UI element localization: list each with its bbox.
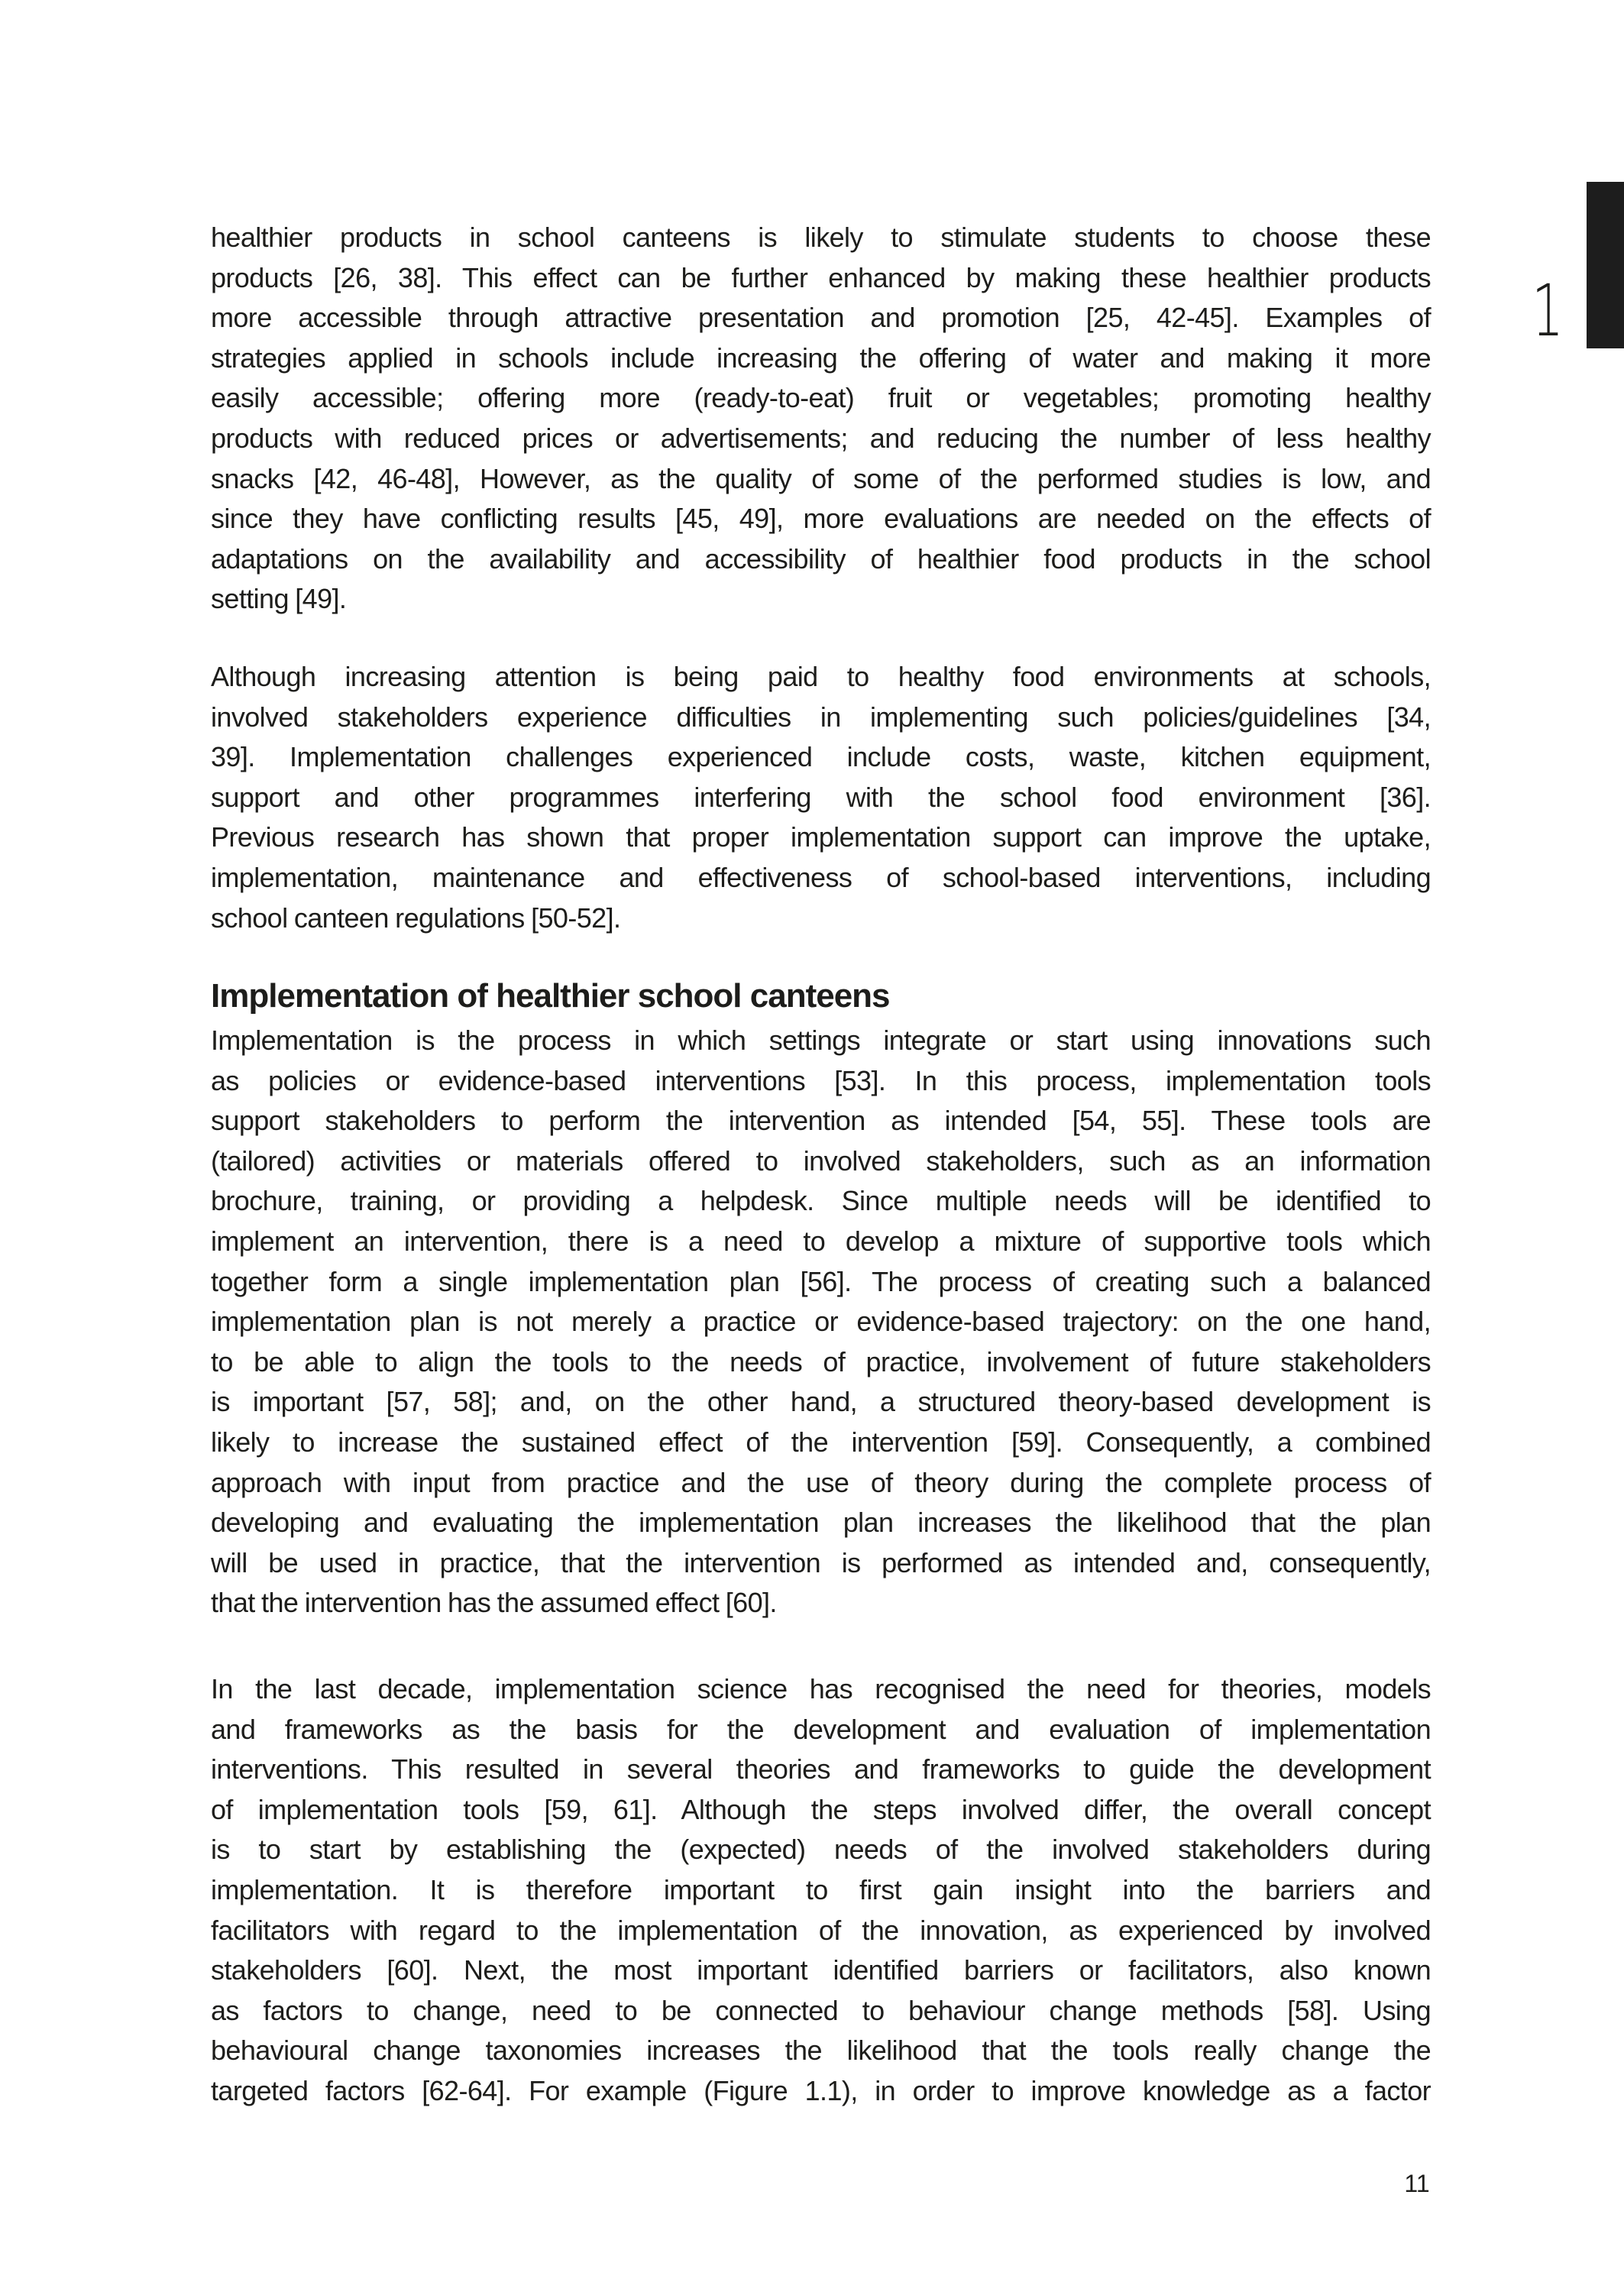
chapter-tab-marker [1587, 182, 1624, 348]
text-line [211, 817, 1431, 857]
text-line [211, 539, 1431, 579]
text-line [211, 1061, 1431, 1101]
text-line [211, 1503, 1431, 1543]
text-line [211, 298, 1431, 338]
text-line-content: support and other programmes interfering with the school food environment [36]. [211, 781, 1431, 813]
text-line-content: targeted factors [62-64]. For example (Figure 1.1), in order to improve knowledge as a factor [211, 2075, 1431, 2106]
text-line [211, 898, 1431, 938]
section-heading: Implementation of healthier school canteens [211, 977, 890, 1015]
page-number: 11 [1404, 2170, 1430, 2197]
text-line [211, 218, 1431, 257]
text-line-content: as policies or evidence-based interventions [53]. In this process, implementation tools [211, 1064, 1431, 1096]
text-line [211, 1583, 1431, 1623]
text-line [211, 1463, 1431, 1503]
text-line [211, 858, 1431, 898]
text-line-content: stakeholders [60]. Next, the most important identified barriers or facilitators, also known [211, 1954, 1431, 1986]
text-line-content: Previous research has shown that proper implementation support can improve the uptake, [211, 821, 1431, 853]
text-line [211, 1991, 1431, 2031]
text-line-content: as factors to change, need to be connected to behaviour change methods [58]. Using [211, 1994, 1431, 2026]
text-line-content: brochure, training, or providing a helpdesk. Since multiple needs will be identified to [211, 1185, 1431, 1217]
text-line [211, 1911, 1431, 1950]
text-line-content: will be used in practice, that the intervention is performed as intended and, consequently, [211, 1546, 1431, 1578]
text-line-content: approach with input from practice and the use of theory during the complete process of [211, 1466, 1431, 1498]
text-line [211, 1543, 1431, 1583]
text-line-content: implement an intervention, there is a need to develop a mixture of supportive tools which [211, 1225, 1431, 1257]
text-line-content: facilitators with regard to the implementation of the innovation, as experienced by involved [211, 1914, 1431, 1946]
text-line [211, 1669, 1431, 1709]
text-line-content: school canteen regulations [50-52]. [211, 902, 621, 934]
text-line [211, 1141, 1431, 1181]
text-line-content: more accessible through attractive presentation and promotion [25, 42-45]. Examples of [211, 302, 1431, 334]
text-line-content: implementation, maintenance and effectiveness of school-based interventions, including [211, 862, 1431, 893]
text-line [211, 2071, 1431, 2111]
text-line-content: to be able to align the tools to the needs of practice, involvement of future stakeholders [211, 1345, 1431, 1377]
text-line-content: likely to increase the sustained effect of the intervention [59]. Consequently, a combined [211, 1426, 1431, 1458]
text-line [211, 338, 1431, 378]
text-line-content: 39]. Implementation challenges experienced include costs, waste, kitchen equipment, [211, 741, 1431, 773]
text-line [211, 258, 1431, 298]
text-line [211, 1830, 1431, 1870]
text-line [211, 737, 1431, 777]
text-line-content: and frameworks as the basis for the development and evaluation of implementation [211, 1713, 1431, 1745]
text-line-content: Although increasing attention is being paid to healthy food environments at schools, [211, 661, 1431, 692]
text-line-content: is to start by establishing the (expected) needs of the involved stakeholders during [211, 1834, 1431, 1866]
text-line [211, 1342, 1431, 1382]
text-line [211, 378, 1431, 418]
text-line-content: implementation. It is therefore important to first gain insight into the barriers and [211, 1874, 1431, 1905]
text-line [211, 419, 1431, 458]
text-line-content: adaptations on the availability and accessibility of healthier food products in the school [211, 542, 1431, 575]
text-line-content: Implementation is the process in which settings integrate or start using innovations such [211, 1025, 1431, 1056]
text-line [211, 1870, 1431, 1910]
text-line [211, 459, 1431, 499]
text-line-content: that the intervention has the assumed effect [60]. [211, 1587, 777, 1619]
chapter-number: 1 [1532, 270, 1564, 353]
text-line-content: is important [57, 58]; and, on the other hand, a structured theory-based development is [211, 1386, 1431, 1418]
text-line [211, 1101, 1431, 1141]
text-line [211, 1222, 1431, 1261]
text-line-content: support stakeholders to perform the intervention as intended [54, 55]. These tools are [211, 1105, 1431, 1137]
text-line-content: of implementation tools [59, 61]. Although the steps involved differ, the overall concept [211, 1793, 1431, 1825]
text-line [211, 1710, 1431, 1750]
text-line-content: since they have conflicting results [45, 49], more evaluations are needed on the effects of [211, 503, 1431, 535]
text-line [211, 1382, 1431, 1422]
text-line [211, 579, 1431, 619]
text-line [211, 657, 1431, 697]
text-line-content: together form a single implementation plan [56]. The process of creating such a balanced [211, 1265, 1431, 1297]
text-line [211, 1750, 1431, 1789]
text-line [211, 1262, 1431, 1302]
text-line [211, 499, 1431, 539]
text-line-content: products with reduced prices or advertisements; and reducing the number of less healthy [211, 422, 1431, 454]
text-line-content: interventions. This resulted in several theories and frameworks to guide the development [211, 1753, 1431, 1785]
text-line-content: easily accessible; offering more (ready-to-eat) fruit or vegetables; promoting healthy [211, 382, 1431, 414]
text-line [211, 1302, 1431, 1342]
text-line-content: strategies applied in schools include increasing the offering of water and making it more [211, 342, 1431, 374]
text-line [211, 1950, 1431, 1990]
text-line-content: behavioural change taxonomies increases the likelihood that the tools really change the [211, 2035, 1431, 2067]
text-line-content: involved stakeholders experience difficulties in implementing such policies/guidelines [34, [211, 701, 1431, 733]
text-line-content: (tailored) activities or materials offered to involved stakeholders, such as an information [211, 1144, 1431, 1177]
text-line-content: snacks [42, 46-48], However, as the quality of some of the performed studies is low, and [211, 462, 1431, 494]
text-line-content: setting [49]. [211, 583, 347, 615]
text-line [211, 1423, 1431, 1462]
text-line-content: implementation plan is not merely a practice or evidence-based trajectory: on the one hand, [211, 1306, 1431, 1338]
text-line [211, 2031, 1431, 2070]
text-line [211, 1021, 1431, 1060]
text-line [211, 698, 1431, 737]
text-line [211, 1790, 1431, 1830]
text-line [211, 1181, 1431, 1221]
text-line [211, 778, 1431, 817]
text-line-content: healthier products in school canteens is likely to stimulate students to choose these [211, 222, 1431, 253]
text-line-content: In the last decade, implementation science has recognised the need for theories, models [211, 1673, 1431, 1704]
text-line-content: developing and evaluating the implementation plan increases the likelihood that the plan [211, 1507, 1431, 1539]
text-line-content: products [26, 38]. This effect can be further enhanced by making these healthier products [211, 261, 1431, 293]
